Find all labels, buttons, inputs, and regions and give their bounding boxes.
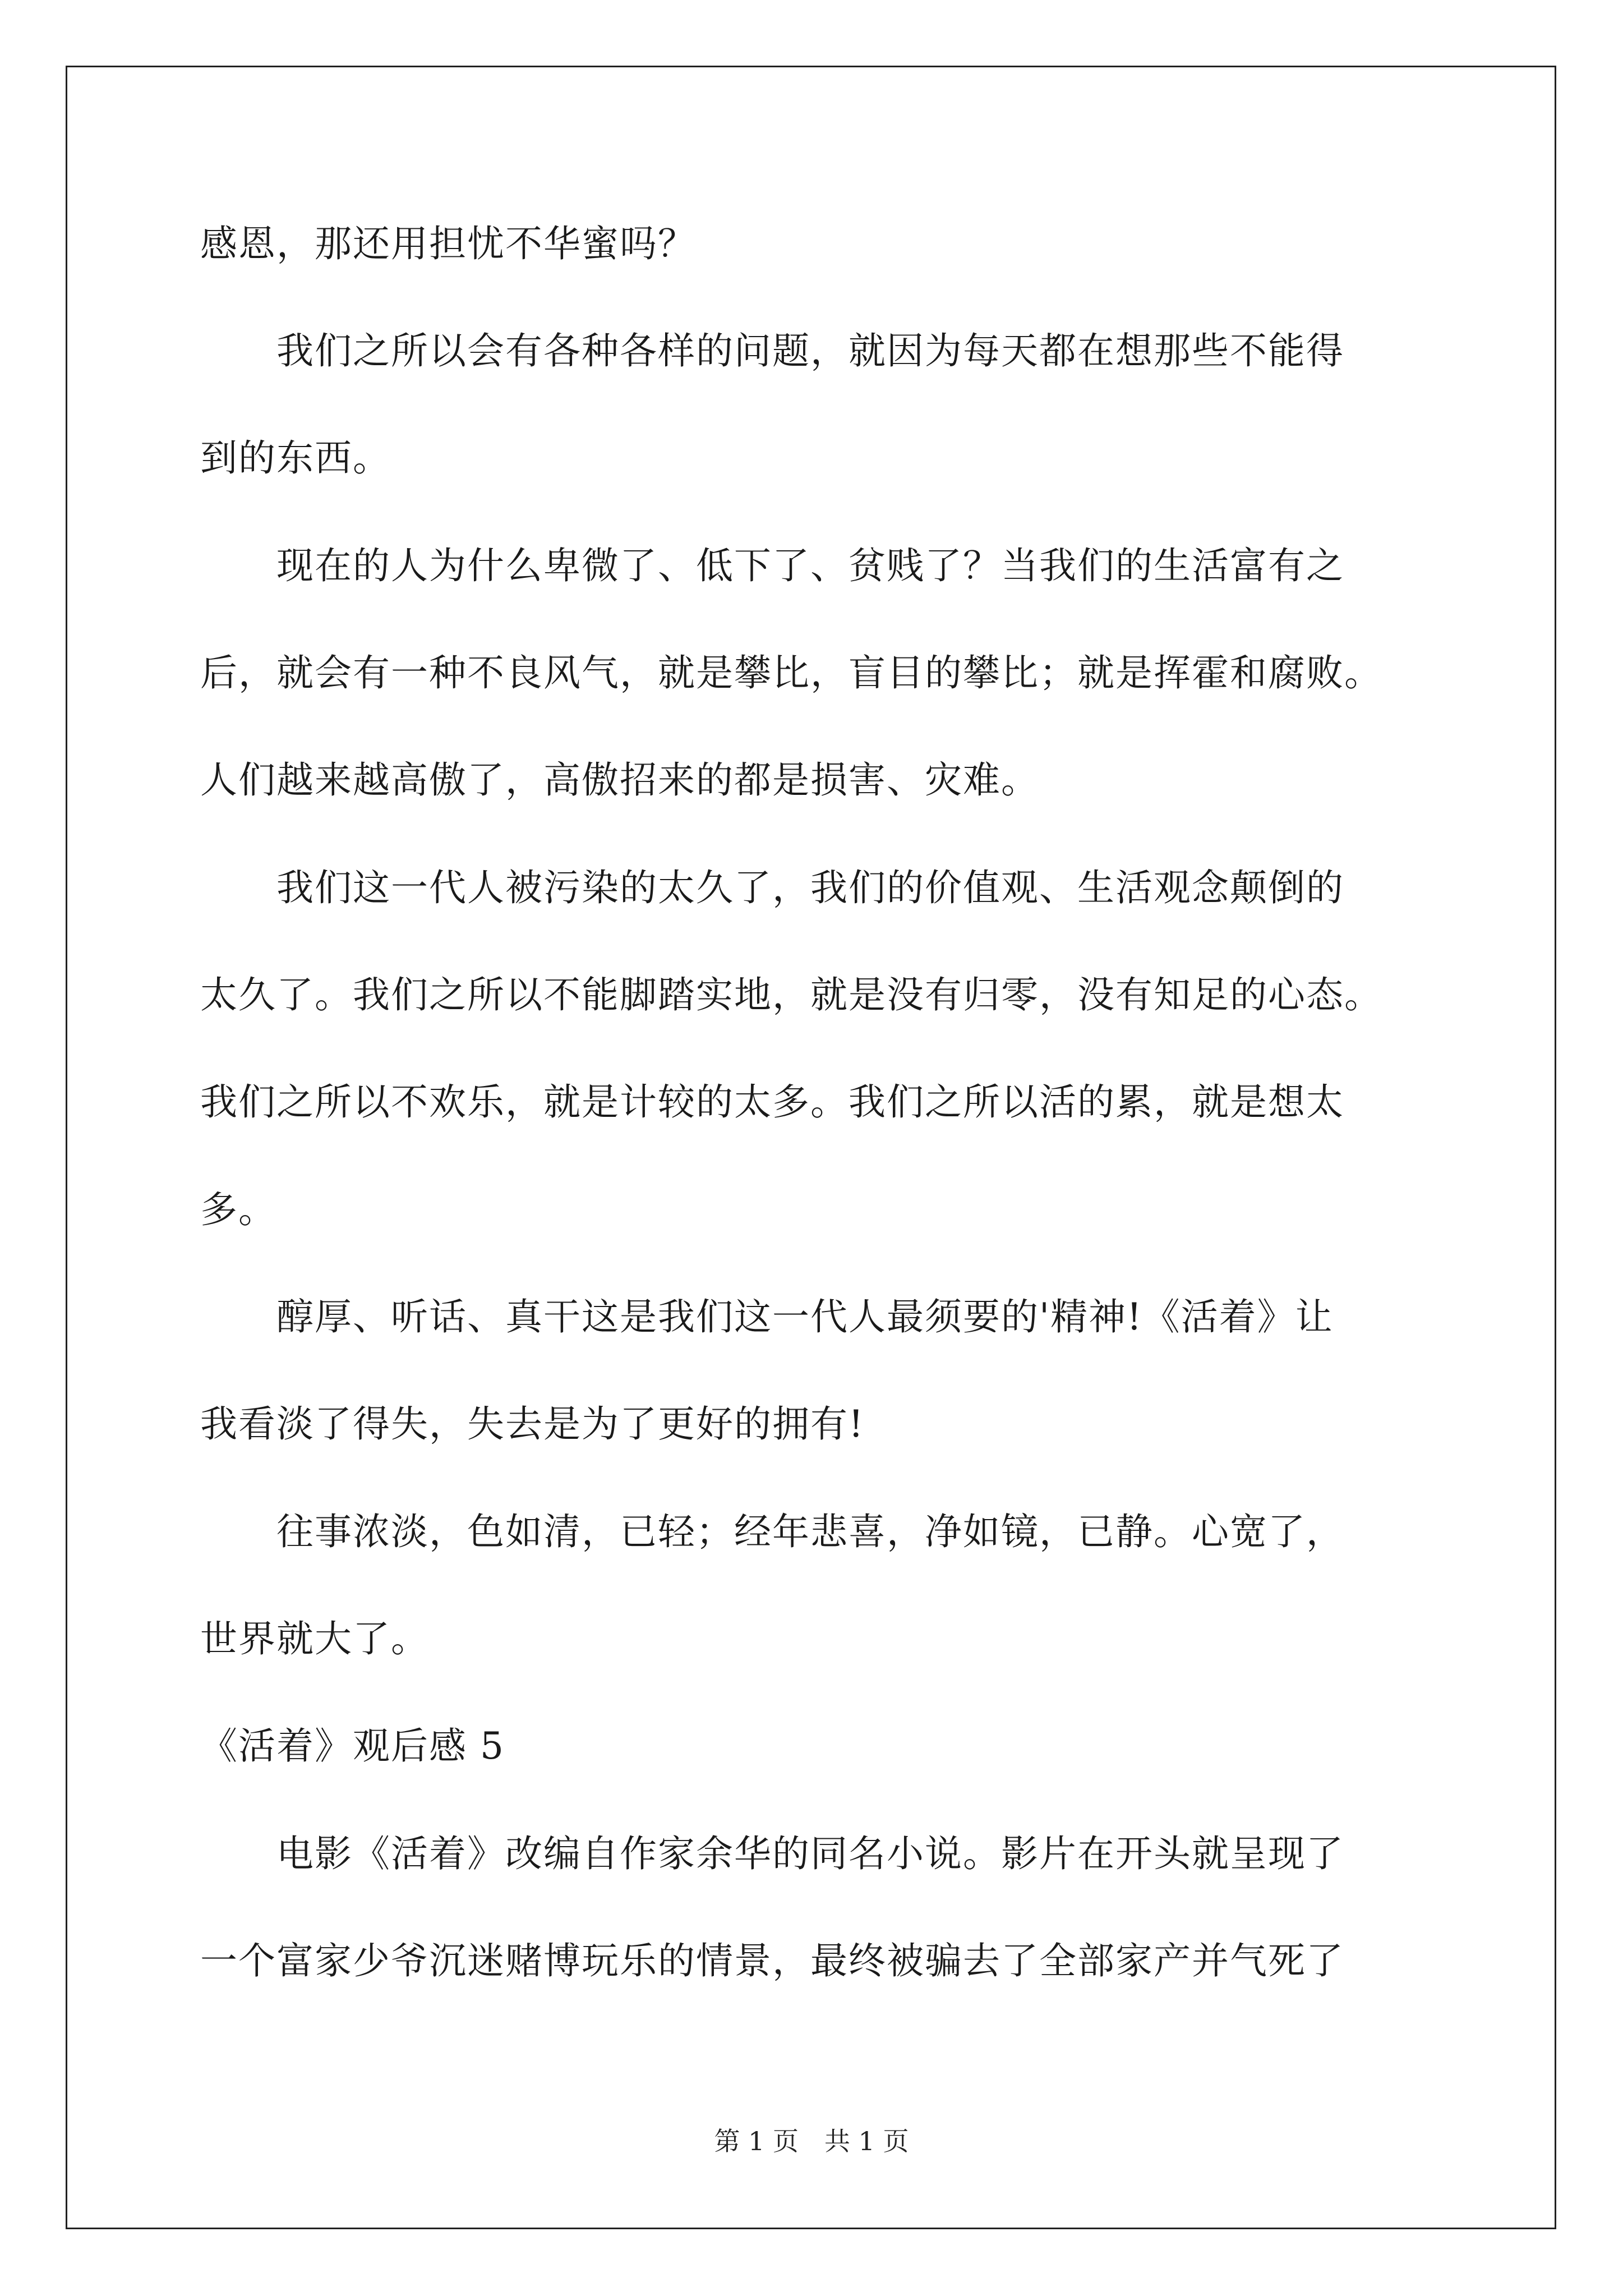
text-line: 太久了。我们之所以不能脚踏实地，就是没有归零，没有知足的心态。	[200, 973, 1382, 1016]
section-heading: 《活着》观后感 5	[200, 1724, 505, 1768]
text-line: 人们越来越高傲了，高傲招来的都是损害、灾难。	[200, 758, 1039, 802]
text-line: 我看淡了得失，失去是为了更好的拥有!	[200, 1402, 865, 1446]
text-line: 现在的人为什么卑微了、低下了、贫贱了？当我们的生活富有之	[200, 544, 1344, 587]
text-line: 我们之所以会有各种各样的问题，就因为每天都在想那些不能得	[200, 329, 1344, 372]
text-line: 一个富家少爷沉迷赌博玩乐的情景，最终被骗去了全部家产并气死了	[200, 1939, 1344, 1982]
text-line: 后，就会有一种不良风气，就是攀比，盲目的攀比；就是挥霍和腐败。	[200, 651, 1382, 694]
text-line: 到的东西。	[200, 436, 391, 480]
page-footer: 第 1 页 共 1 页	[714, 2126, 909, 2156]
text-line: 感恩，那还用担忧不华蜜吗？	[200, 222, 696, 265]
text-line: 世界就大了。	[200, 1617, 429, 1660]
text-line: 我们这一代人被污染的太久了，我们的价值观、生活观念颠倒的	[200, 866, 1344, 909]
text-line: 多。	[200, 1188, 276, 1231]
page-border	[66, 66, 1556, 2229]
text-line: 电影《活着》改编自作家余华的同名小说。影片在开头就呈现了	[200, 1832, 1344, 1875]
text-line: 醇厚、听话、真干这是我们这一代人最须要的'精神!《活着》让	[200, 1295, 1334, 1338]
text-line: 往事浓淡，色如清，已轻；经年悲喜，净如镜，已静。心宽了，	[200, 1510, 1344, 1553]
text-line: 我们之所以不欢乐，就是计较的太多。我们之所以活的累，就是想太	[200, 1080, 1344, 1124]
